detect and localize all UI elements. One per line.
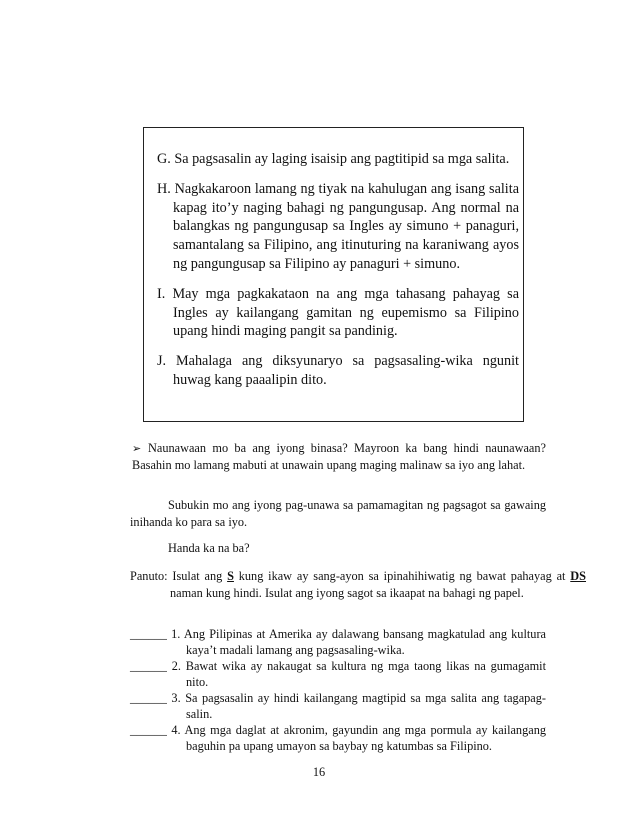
rule-text: Sa pagsasalin ay laging isaisip ang pagtitipid sa mga salita. (174, 151, 510, 167)
item-number: 1. (171, 627, 181, 641)
handa-text: Handa ka na ba? (168, 541, 250, 555)
rule-item-i (157, 285, 519, 341)
quiz-item-3 (130, 690, 546, 722)
rule-text: May mga pagkakataon na ang mga tahasang pahayag sa Ingles ay kailangang gamitan ng eupemismo sa Filipino upang hindi maging pangit sa pandinig. (172, 285, 520, 340)
rule-label: H. (157, 180, 171, 197)
rule-text: Nagkakaroon lamang ng tiyak na kahulugan ang isang salita kapag ito’y naging bahagi ng pangungusap. Ang normal na balangkas ng pangungusap sa Ingles ay simuno + panaguri, samantalang sa Filipino, ang itinuturing na karaniwang ayos ng pangungusap sa Filipino ay panaguri + simuno. (173, 180, 519, 272)
rule-label: I. (157, 285, 166, 302)
item-number: 3. (171, 691, 181, 705)
answer-blank: ______ (130, 691, 167, 705)
item-text: Bawat wika ay nakaugat sa kultura ng mga taong likas na gumagamit nito. (185, 659, 546, 689)
instructions-prefix: Panuto: Isulat ang (130, 569, 228, 583)
rule-label: G. (157, 151, 171, 167)
quiz-item-1 (130, 626, 546, 658)
answer-blank: ______ (130, 723, 167, 737)
rules-box (143, 127, 524, 422)
item-text: Sa pagsasalin ay hindi kailangang magtipid sa mga salita ang tagapag-salin. (185, 691, 546, 721)
answer-s: S (227, 569, 234, 583)
item-text: Ang Pilipinas at Amerika ay dalawang bansang magkatulad ang kultura kaya’t madali lamang ang pagsasaling-wika. (183, 627, 546, 657)
arrow-bullet-icon: ➢ (132, 442, 142, 455)
reflection-bullet (132, 440, 546, 474)
quiz-item-4 (130, 722, 546, 754)
item-number: 4. (171, 723, 181, 737)
rule-item-g (157, 150, 519, 169)
subukin-paragraph (130, 497, 546, 531)
instructions-middle: kung ikaw ay sang-ayon sa ipinahihiwatig ng bawat pahayag at (233, 569, 571, 583)
rule-label: J. (157, 353, 167, 370)
rule-text: Mahalaga ang diksyunaryo sa pagsasaling-wika ngunit huwag kang paaalipin dito. (173, 353, 519, 388)
answer-blank: ______ (130, 627, 167, 641)
instructions (130, 568, 586, 602)
handa-paragraph (130, 540, 584, 557)
bullet-text: Naunawaan mo ba ang iyong binasa? Mayroon ka bang hindi naunawaan? Basahin mo lamang mabuti at unawain upang maging malinaw sa iyo ang lahat. (132, 441, 546, 472)
rule-item-h (157, 180, 519, 274)
item-text: Ang mga daglat at akronim, gayundin ang mga pormula ay kailangang baguhin pa upang umayon sa baybay ng katumbas sa Filipino. (184, 723, 546, 753)
answer-ds: DS (570, 569, 587, 583)
quiz-item-2 (130, 658, 546, 690)
rule-item-j (157, 352, 519, 390)
answer-blank: ______ (130, 659, 167, 673)
page-number: 16 (312, 765, 326, 779)
item-number: 2. (171, 659, 181, 673)
subukin-text: Subukin mo ang iyong pag-unawa sa pamamagitan ng pagsagot sa gawaing inihanda ko para sa iyo. (130, 498, 546, 529)
instructions-suffix: naman kung hindi. Isulat ang iyong sagot sa ikaapat na bahagi ng papel. (170, 586, 524, 600)
